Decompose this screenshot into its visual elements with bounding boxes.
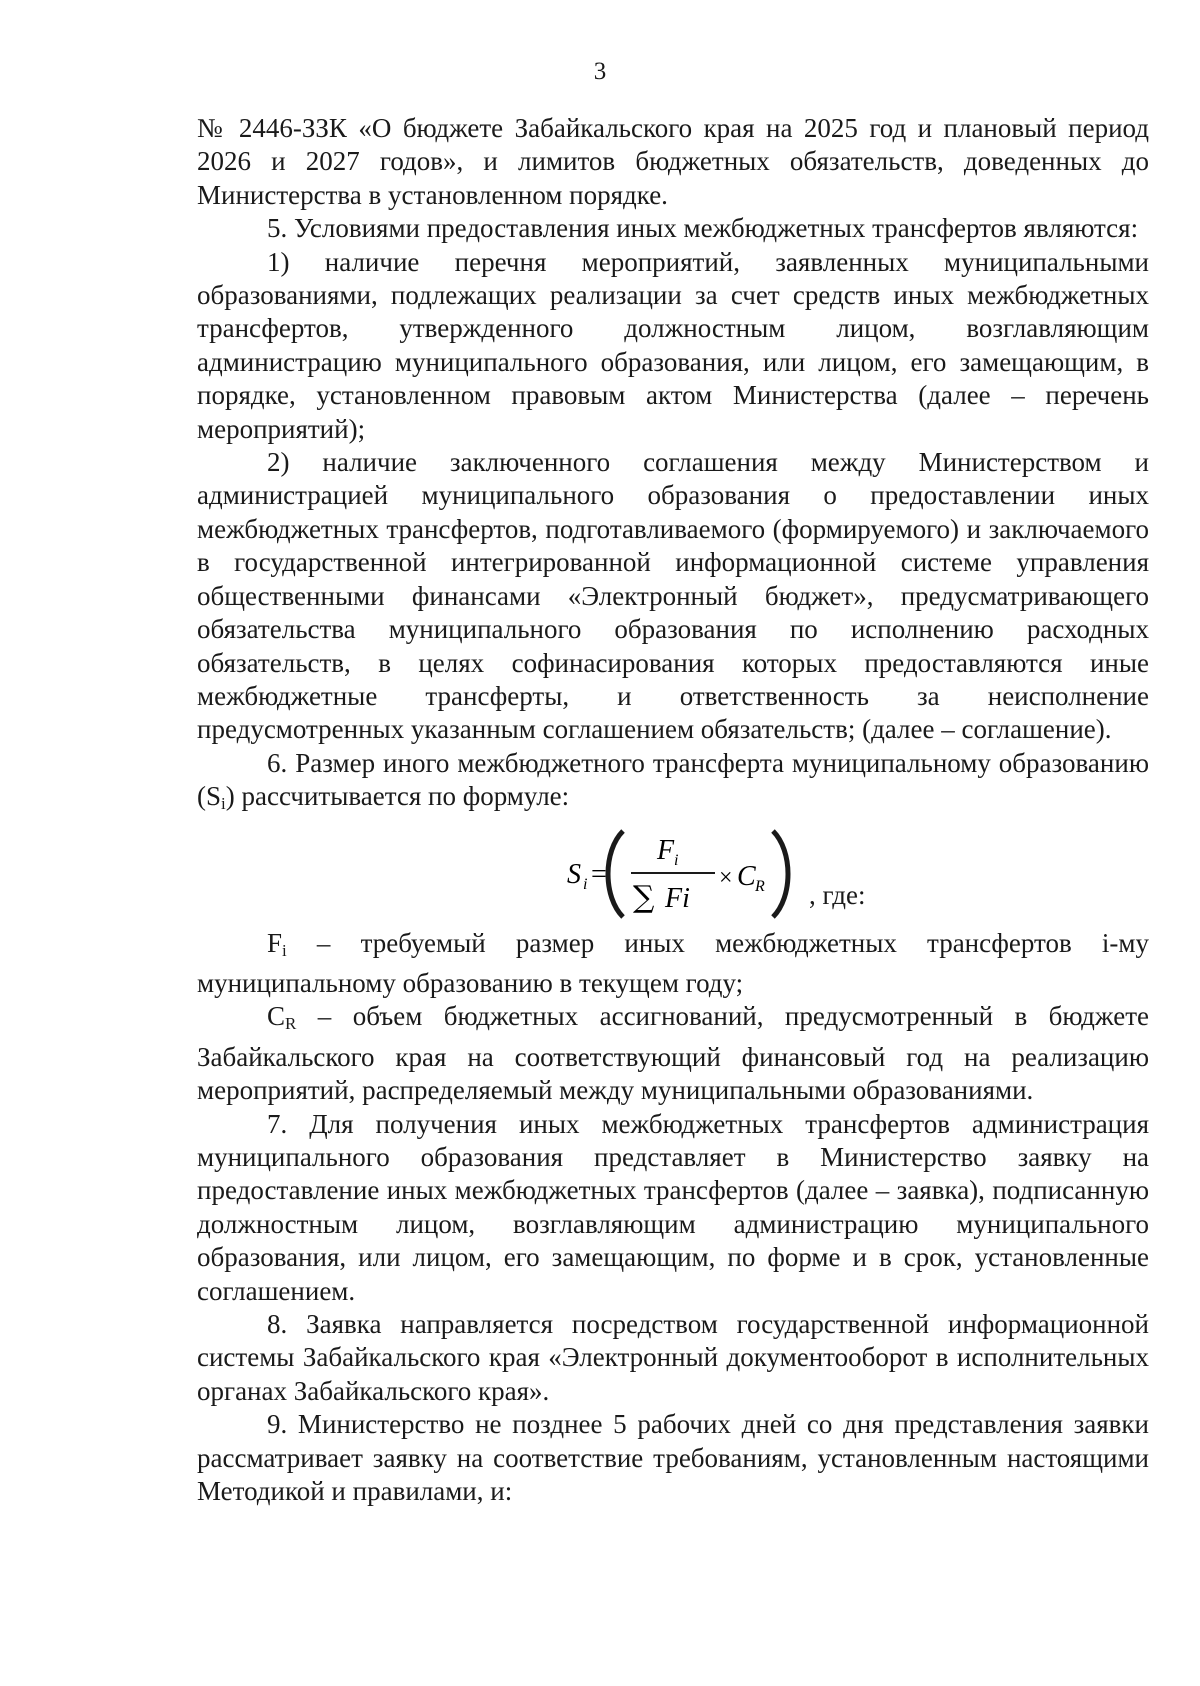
definition-cr-subscript: R	[285, 1014, 297, 1034]
definition-fi-subscript: i	[282, 940, 287, 960]
definition-cr	[197, 1000, 1149, 1107]
formula-multiplier: C	[737, 860, 756, 892]
formula-multiplier-sub: R	[755, 877, 765, 895]
paragraph-continuation: № 2446-ЗЗК «О бюджете Забайкальского края на 2025 год и плановый период 2026 и 2027 годов», и лимитов бюджетных обязательств, доведенных до Министерства в установленном порядке.	[197, 113, 1149, 210]
formula-where: , где:	[809, 879, 866, 910]
document-body	[197, 112, 1149, 1508]
paragraph-6-text-b: ) рассчитывается по формуле:	[225, 781, 570, 812]
formula-block	[197, 821, 1149, 927]
formula-times: ×	[719, 864, 733, 891]
formula-lhs-sub: i	[583, 875, 588, 893]
page-number: 3	[593, 58, 607, 85]
formula-graphic	[567, 827, 795, 919]
formula-denominator: Fi	[665, 882, 690, 914]
paragraph-5-item-2: 2) наличие заключенного соглашения между Министерством и администрацией муниципального образования о предоставлении иных межбюджетных трансфертов, подготавливаемого (формируемого) и заключаемого в государственной интегрированной информационной системе управления общественными финансами «Электронный бюджет», предусматривающего обязательства муниципального образования по исполнению расходных обязательств, в целях софинасирования которых предоставляются иные межбюджетные трансферты, и ответственность за неисполнение предусмотренных указанным соглашением обязательств; (далее – соглашение).	[197, 447, 1149, 745]
definition-cr-text: – объем бюджетных ассигнований, предусмотренный в бюджете Забайкальского края на соответствующий финансовый год на реализацию мероприятий, распределяемый между муниципальными образованиями.	[197, 1001, 1149, 1106]
paragraph-7: 7. Для получения иных межбюджетных трансфертов администрация муниципального образования представляет в Министерство заявку на предоставление иных межбюджетных трансфертов (далее – заявка), подписанную должностным лицом, возглавляющим администрацию муниципального образования, или лицом, его замещающим, по форме и в срок, установленные соглашением.	[197, 1108, 1149, 1306]
paragraph-6-subscript: i	[221, 794, 226, 814]
formula-numerator-sub: i	[674, 851, 679, 869]
definition-fi-symbol: F	[267, 927, 283, 958]
paragraph-5: 5. Условиями предоставления иных межбюджетных трансфертов являются:	[267, 213, 1139, 244]
definition-fi	[197, 927, 1149, 1001]
definition-cr-symbol: C	[267, 1001, 286, 1032]
formula-numerator: F	[657, 834, 675, 866]
paragraph-9: 9. Министерство не позднее 5 рабочих дней со дня представления заявки рассматривает заявку на соответствие требованиям, установленным настоящими Методикой и правилами, и:	[197, 1409, 1149, 1507]
paragraph-5-item-1: 1) наличие перечня мероприятий, заявленных муниципальными образованиями, подлежащих реализации за счет средств иных межбюджетных трансфертов, утвержденного должностным лицом, возглавляющим администрацию муниципального образования, или лицом, его замещающим, в порядке, установленном правовым актом Министерства (далее – перечень мероприятий);	[197, 246, 1149, 444]
paragraph-8: 8. Заявка направляется посредством государственной информационной системы Забайкальского края «Электронный документооборот в исполнительных органах Забайкальского края».	[197, 1309, 1149, 1406]
left-parenthesis-icon	[608, 831, 623, 917]
formula-lhs: S	[567, 858, 581, 890]
definition-fi-text: – требуемый размер иных межбюджетных трансфертов i-му муниципальному образованию в текущем году;	[197, 927, 1149, 998]
formula-equals: =	[591, 858, 607, 890]
right-parenthesis-icon	[773, 831, 788, 917]
formula-sum-icon: ∑	[633, 879, 655, 915]
paragraph-6	[197, 747, 1149, 821]
paragraph-6-text-a: 6. Размер иного межбюджетного трансферта муниципальному образованию (S	[197, 747, 1149, 812]
formula	[567, 827, 795, 919]
